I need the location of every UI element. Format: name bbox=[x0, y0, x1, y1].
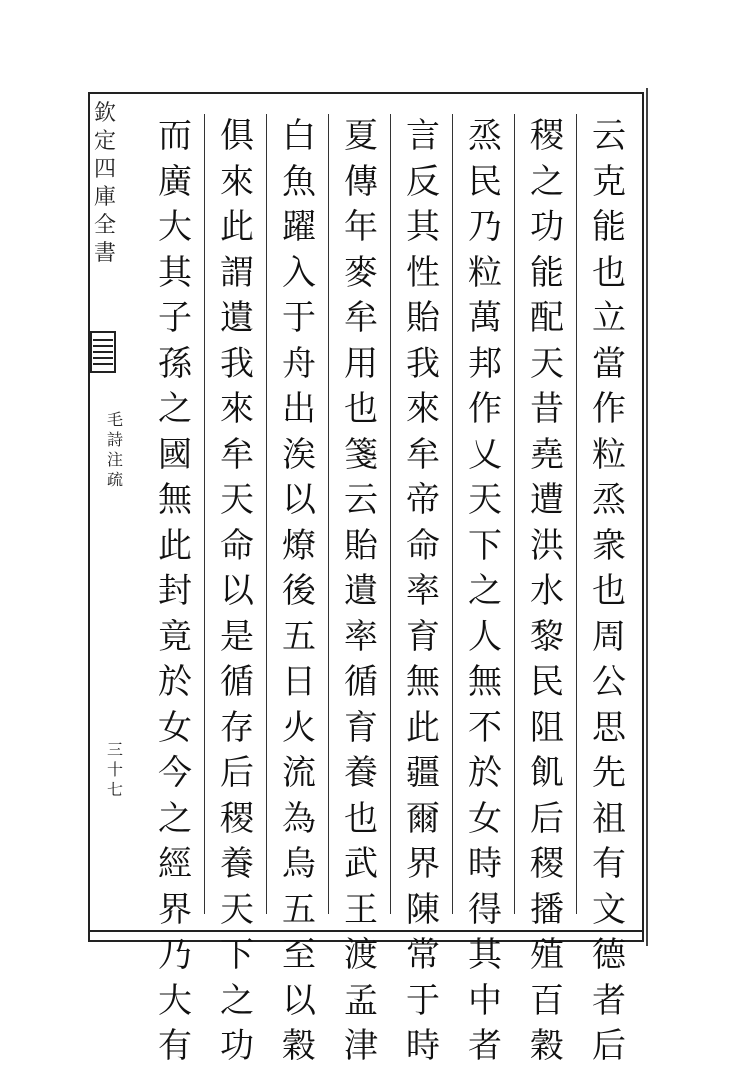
page-number: 三 十 七 bbox=[106, 740, 123, 799]
column-2-text: 稷 之 功 能 配 天 昔 堯 遭 洪 水 黎 民 阻 飢 后 稷 播 殖 百 穀 bbox=[530, 116, 564, 1066]
column-3-text: 烝 民 乃 粒 萬 邦 作 乂 天 下 之 人 無 不 於 女 時 得 其 中 者 bbox=[468, 116, 502, 1066]
column-8-text: 而 廣 大 其 子 孫 之 國 無 此 封 竟 於 女 今 之 經 界 乃 大 有 bbox=[158, 116, 192, 1066]
main-text-area bbox=[120, 114, 640, 1066]
column-rule bbox=[576, 114, 577, 914]
column-rule bbox=[452, 114, 453, 914]
text-column-6 bbox=[272, 114, 326, 1066]
text-column-5 bbox=[334, 114, 388, 1066]
column-5-text: 夏 傳 年 麥 牟 用 也 箋 云 貽 遺 率 循 育 養 也 武 王 渡 孟 津 bbox=[344, 116, 378, 1066]
column-rule bbox=[204, 114, 205, 914]
page-frame bbox=[88, 92, 644, 1066]
text-column-2 bbox=[520, 114, 574, 1066]
outer-border-rule bbox=[646, 88, 648, 946]
column-4-text: 言 反 其 性 貽 我 來 牟 帝 命 率 育 無 此 疆 爾 界 陳 常 于 時 bbox=[406, 116, 440, 1066]
margin-header: 欽 定 四 庫 全 書 bbox=[93, 101, 116, 266]
column-rule bbox=[514, 114, 515, 914]
text-column-1 bbox=[582, 114, 636, 1066]
text-column-4 bbox=[396, 114, 450, 1066]
column-7-text: 俱 來 此 謂 遺 我 來 牟 天 命 以 是 循 存 后 稷 養 天 下 之 功 bbox=[220, 116, 254, 1066]
column-6-text: 白 魚 躍 入 于 舟 出 涘 以 燎 後 五 日 火 流 為 烏 五 至 以 穀 bbox=[282, 116, 316, 1066]
column-1-text: 云 克 能 也 立 當 作 粒 烝 衆 也 周 公 思 先 祖 有 文 德 者 后 bbox=[592, 116, 626, 1066]
text-column-8 bbox=[148, 114, 202, 1066]
column-rule bbox=[390, 114, 391, 914]
column-rule bbox=[328, 114, 329, 914]
column-rule bbox=[266, 114, 267, 914]
fish-tail-ornament-icon bbox=[90, 330, 116, 374]
text-column-7 bbox=[210, 114, 264, 1066]
book-title: 毛 詩 注 疏 bbox=[106, 410, 123, 489]
text-column-3 bbox=[458, 114, 512, 1066]
bottom-border-rule bbox=[88, 930, 644, 932]
